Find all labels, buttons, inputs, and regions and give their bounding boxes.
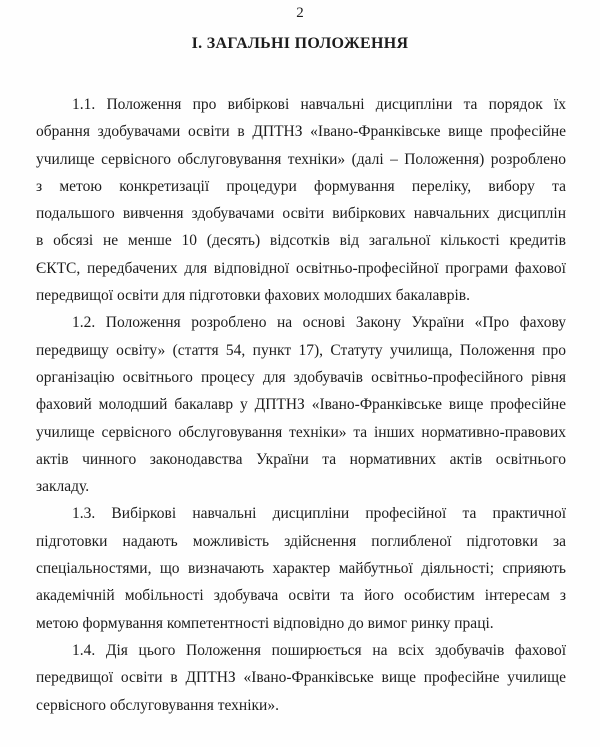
text-line: 1.2. Положення розроблено на основі Закону України «Про фахову	[72, 314, 566, 332]
text-line: в обсязі не менше 10 (десять) відсотків від загальної кількості кредитів	[36, 232, 566, 250]
document-body	[36, 91, 566, 719]
text-line: спеціальностями, що визначають характер майбутньої діяльності; сприяють	[36, 560, 566, 578]
text-line: 1.3. Вибіркові навчальні дисципліни професійної та практичної	[72, 505, 566, 523]
text-line: подальшого вивчення здобувачами освіти вибіркових навчальних дисциплін	[36, 205, 566, 223]
text-line: 1.1. Положення про вибіркові навчальні дисципліни та порядок їх	[72, 96, 566, 113]
text-line: актів чинного законодавства України та нормативних актів освітнього	[36, 450, 566, 468]
paragraph-1-2	[36, 309, 566, 500]
text-line: передвищої освіти для підготовки фахових молодших бакалаврів.	[36, 287, 470, 305]
text-line: академічній мобільності здобувача освіти та його особистим інтересам з	[36, 587, 566, 605]
text-line: організацію освітнього процесу для здобувачів освітньо-професійного рівня	[36, 368, 566, 386]
paragraph-1-1	[36, 91, 566, 309]
text-line: з метою конкретизації процедури формування переліку, вибору та	[36, 177, 566, 195]
text-line: закладу.	[36, 478, 90, 496]
text-line: підготовки надають можливість здійснення поглибленої підготовки за	[36, 532, 566, 550]
text-line: училище сервісного обслуговування техніки» та інших нормативно-правових	[36, 423, 566, 441]
text-line: фаховий молодший бакалавр у ДПТНЗ «Івано-Франківське вище професійне	[36, 396, 566, 414]
section-title: І. ЗАГАЛЬНІ ПОЛОЖЕННЯ	[191, 35, 409, 52]
text-line: обрання здобувачами освіти в ДПТНЗ «Івано-Франківське вище професійне	[36, 123, 566, 141]
text-line: училище сервісного обслуговування техніки» (далі – Положення) розроблено	[36, 150, 566, 168]
text-line: передвищої освіти в ДПТНЗ «Івано-Франківське вище професійне училище	[36, 669, 566, 687]
text-line: метою формування компетентності відповідно до вимог ринку праці.	[36, 614, 494, 632]
paragraph-1-4	[36, 637, 566, 719]
text-line: 1.4. Дія цього Положення поширюється на всіх здобувачів фахової	[72, 641, 566, 659]
text-line: сервісного обслуговування техніки».	[36, 696, 279, 714]
text-line: ЄКТС, передбачених для відповідної освітньо-професійної програми фахової	[36, 259, 566, 277]
paragraph-1-3	[36, 500, 566, 636]
text-line: передвищу освіту» (стаття 54, пункт 17), Статуту училища, Положення про	[36, 341, 566, 359]
page-number: 2	[296, 5, 304, 21]
